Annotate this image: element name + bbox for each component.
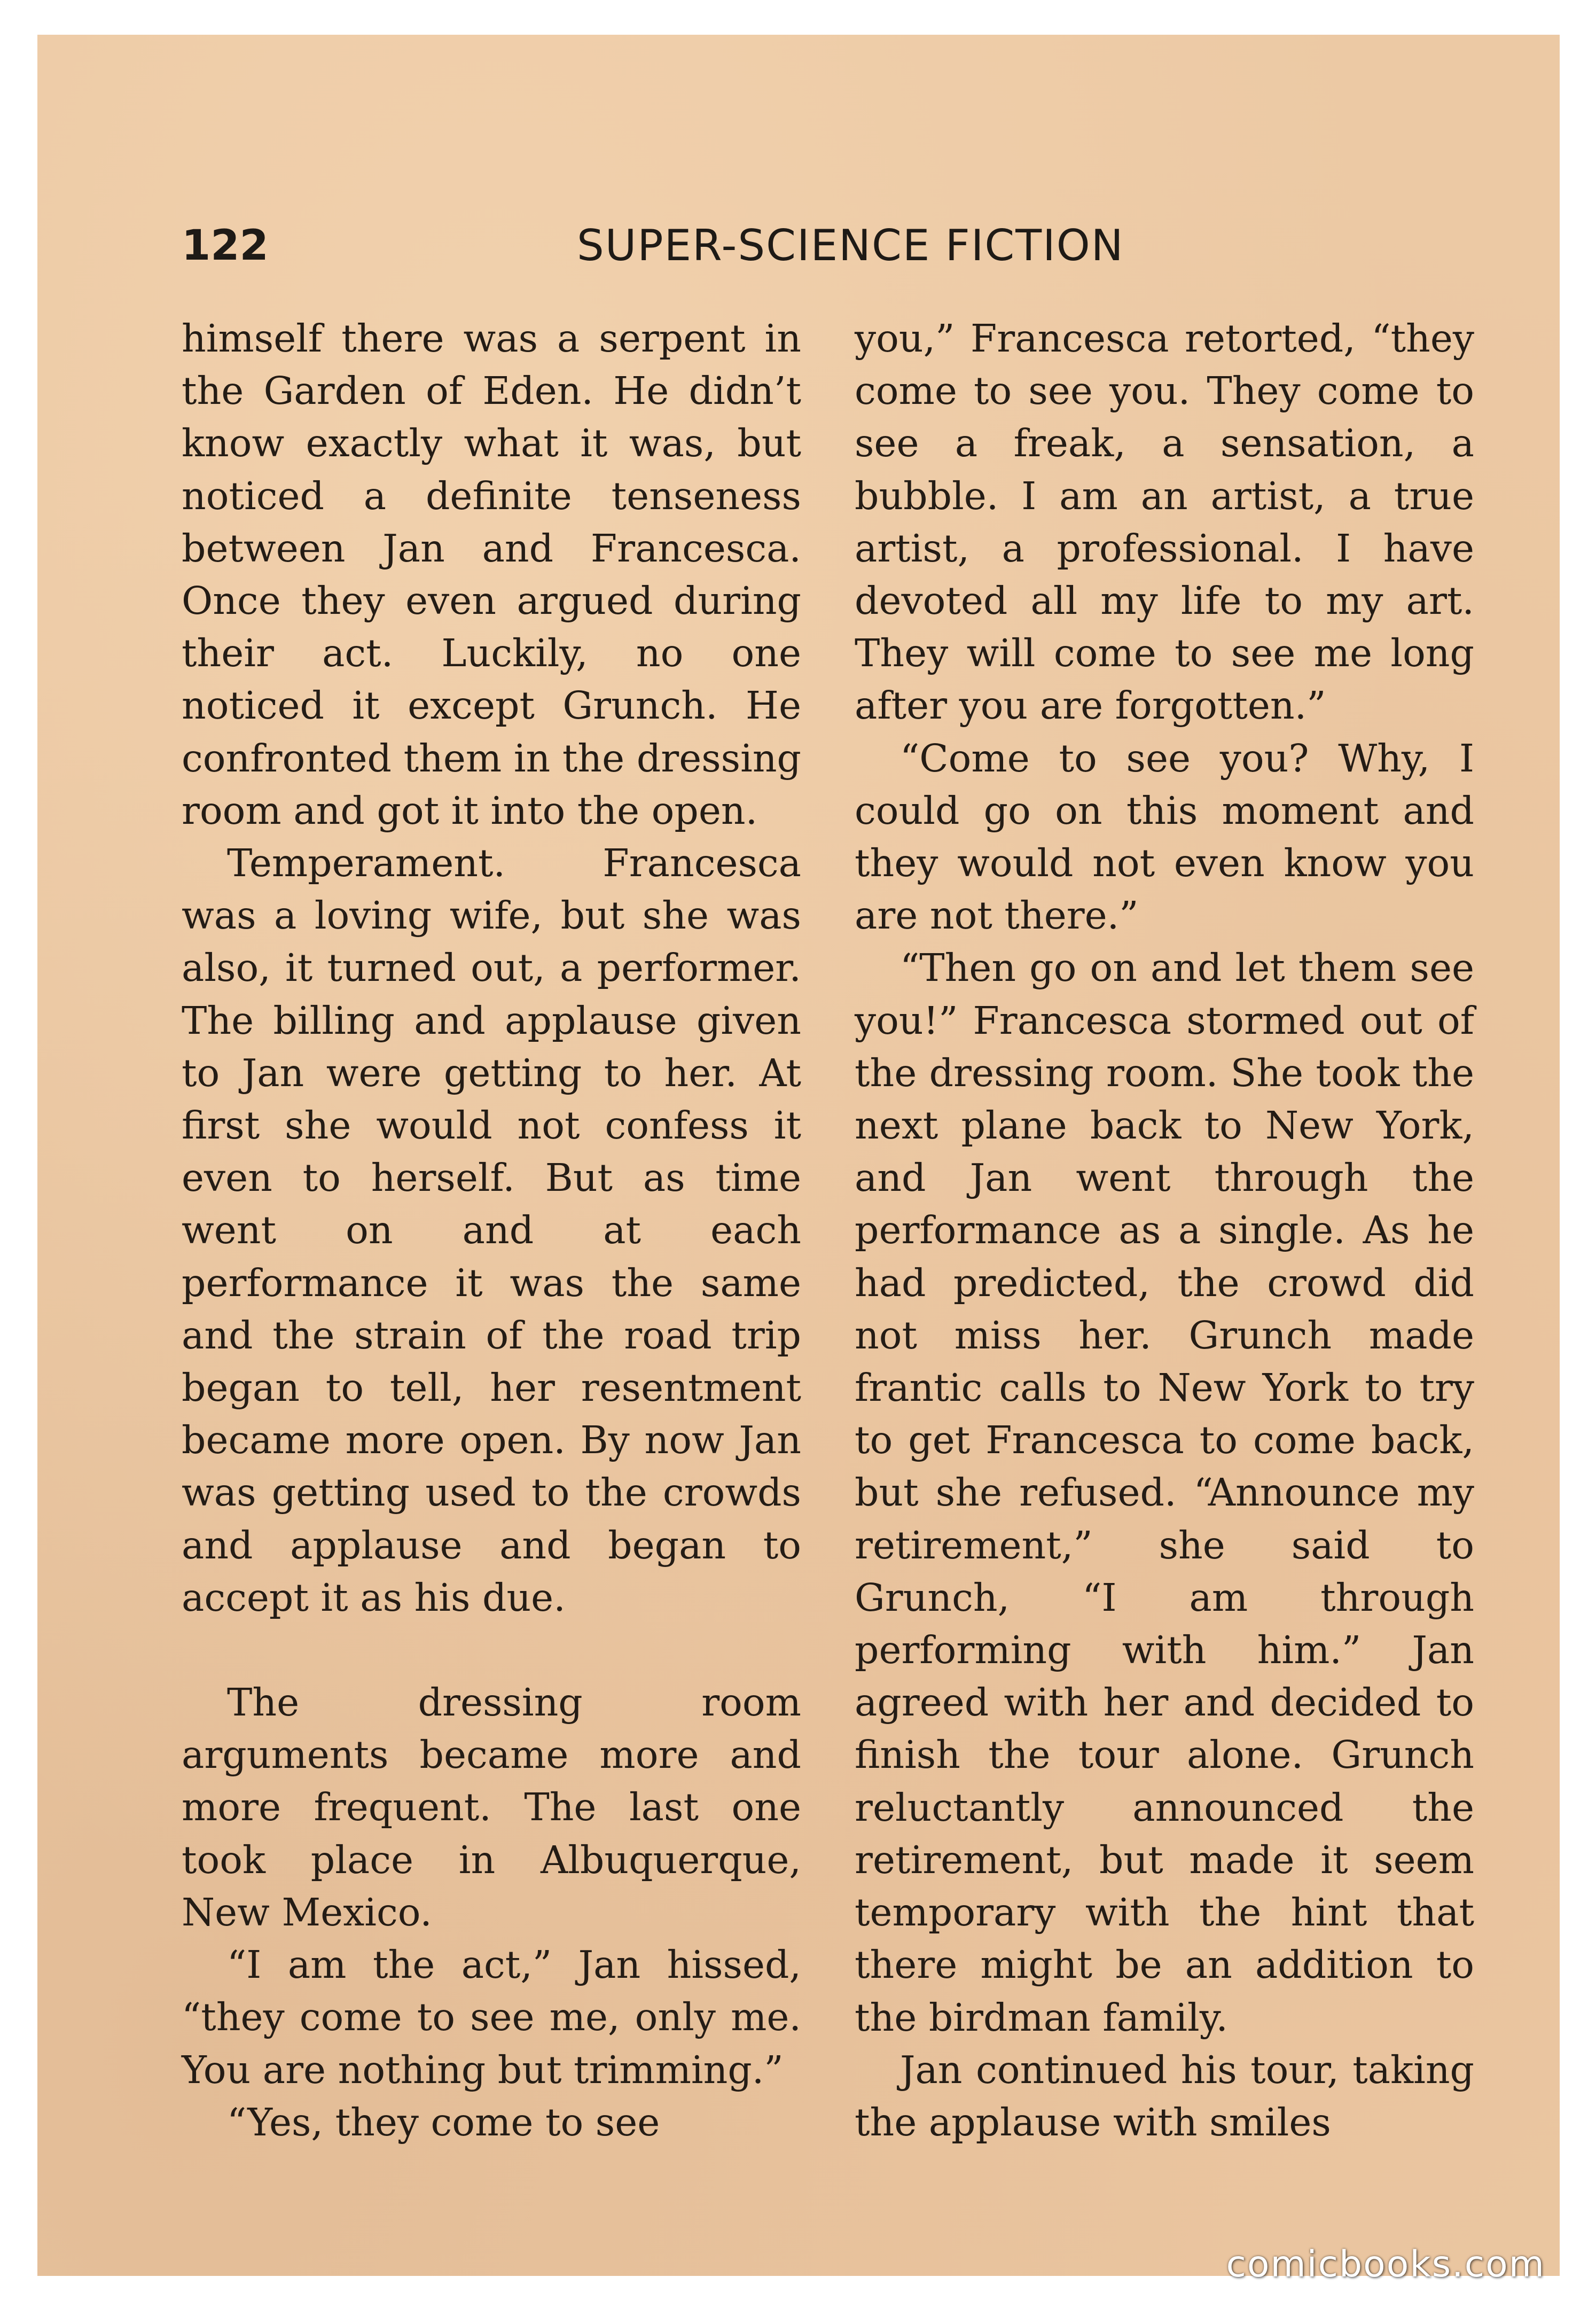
page-number: 122 — [182, 222, 269, 270]
paragraph: “Yes, they come to see — [227, 2100, 660, 2144]
running-title: SUPER-SCIENCE FICTION — [577, 221, 1124, 270]
site-watermark: comicbooks.com — [1226, 2243, 1545, 2286]
book-page — [37, 35, 1560, 2276]
paragraph: Jan continued his tour, taking the applause with smiles — [855, 2047, 1474, 2144]
paragraph: you,” Francesca retorted, “they come to see you. They come to see a freak, a sensation, a bubble. I am an artist, a true artist, a professional. I have devoted all my life to my art. They will come to see me long after you are forgotten.” — [855, 316, 1474, 728]
paragraph: The dressing room arguments became more and more frequent. The last one took place in Albuquerque, New Mexico. — [182, 1680, 801, 1935]
page-header — [37, 211, 1560, 280]
left-text-column — [182, 313, 801, 2149]
paragraph: “Then go on and let them see you!” Francesca stormed out of the dressing room. She took the next plane back to New York, and Jan went through the performance as a single. As he had predicted, the crowd did not miss her. Grunch made frantic calls to New York to try to get Francesca to come back, but she refused. “Announce my retirement,” she said to Grunch, “I am through performing with him.” Jan agreed with her and decided to finish the tour alone. Grunch reluctantly announced the retirement, but made it seem temporary with the hint that there might be an addition to the birdman family. — [855, 946, 1474, 2040]
paragraph: himself there was a serpent in the Garden of Eden. He didn’t know exactly what it was, but noticed a definite tenseness between Jan and Francesca. Once they even argued during their act. Luckily, no one noticed it except Grunch. He confronted them in the dressing room and got it into the open. — [182, 316, 801, 833]
right-text-column — [855, 313, 1474, 2149]
paragraph: “I am the act,” Jan hissed, “they come to see me, only me. You are nothing but trimming.” — [182, 1943, 801, 2092]
paragraph: “Come to see you? Why, I could go on this moment and they would not even know you are not there.” — [855, 736, 1474, 938]
paragraph: Temperament. Francesca was a loving wife, but she was also, it turned out, a performer. The billing and applause given to Jan were getting to her. At first she would not confess it even to herself. But as time went on and at each performance it was the same and the strain of the road trip began to tell, her resentment became more open. By now Jan was getting used to the crowds and applause and began to accept it as his due. — [182, 841, 801, 1620]
